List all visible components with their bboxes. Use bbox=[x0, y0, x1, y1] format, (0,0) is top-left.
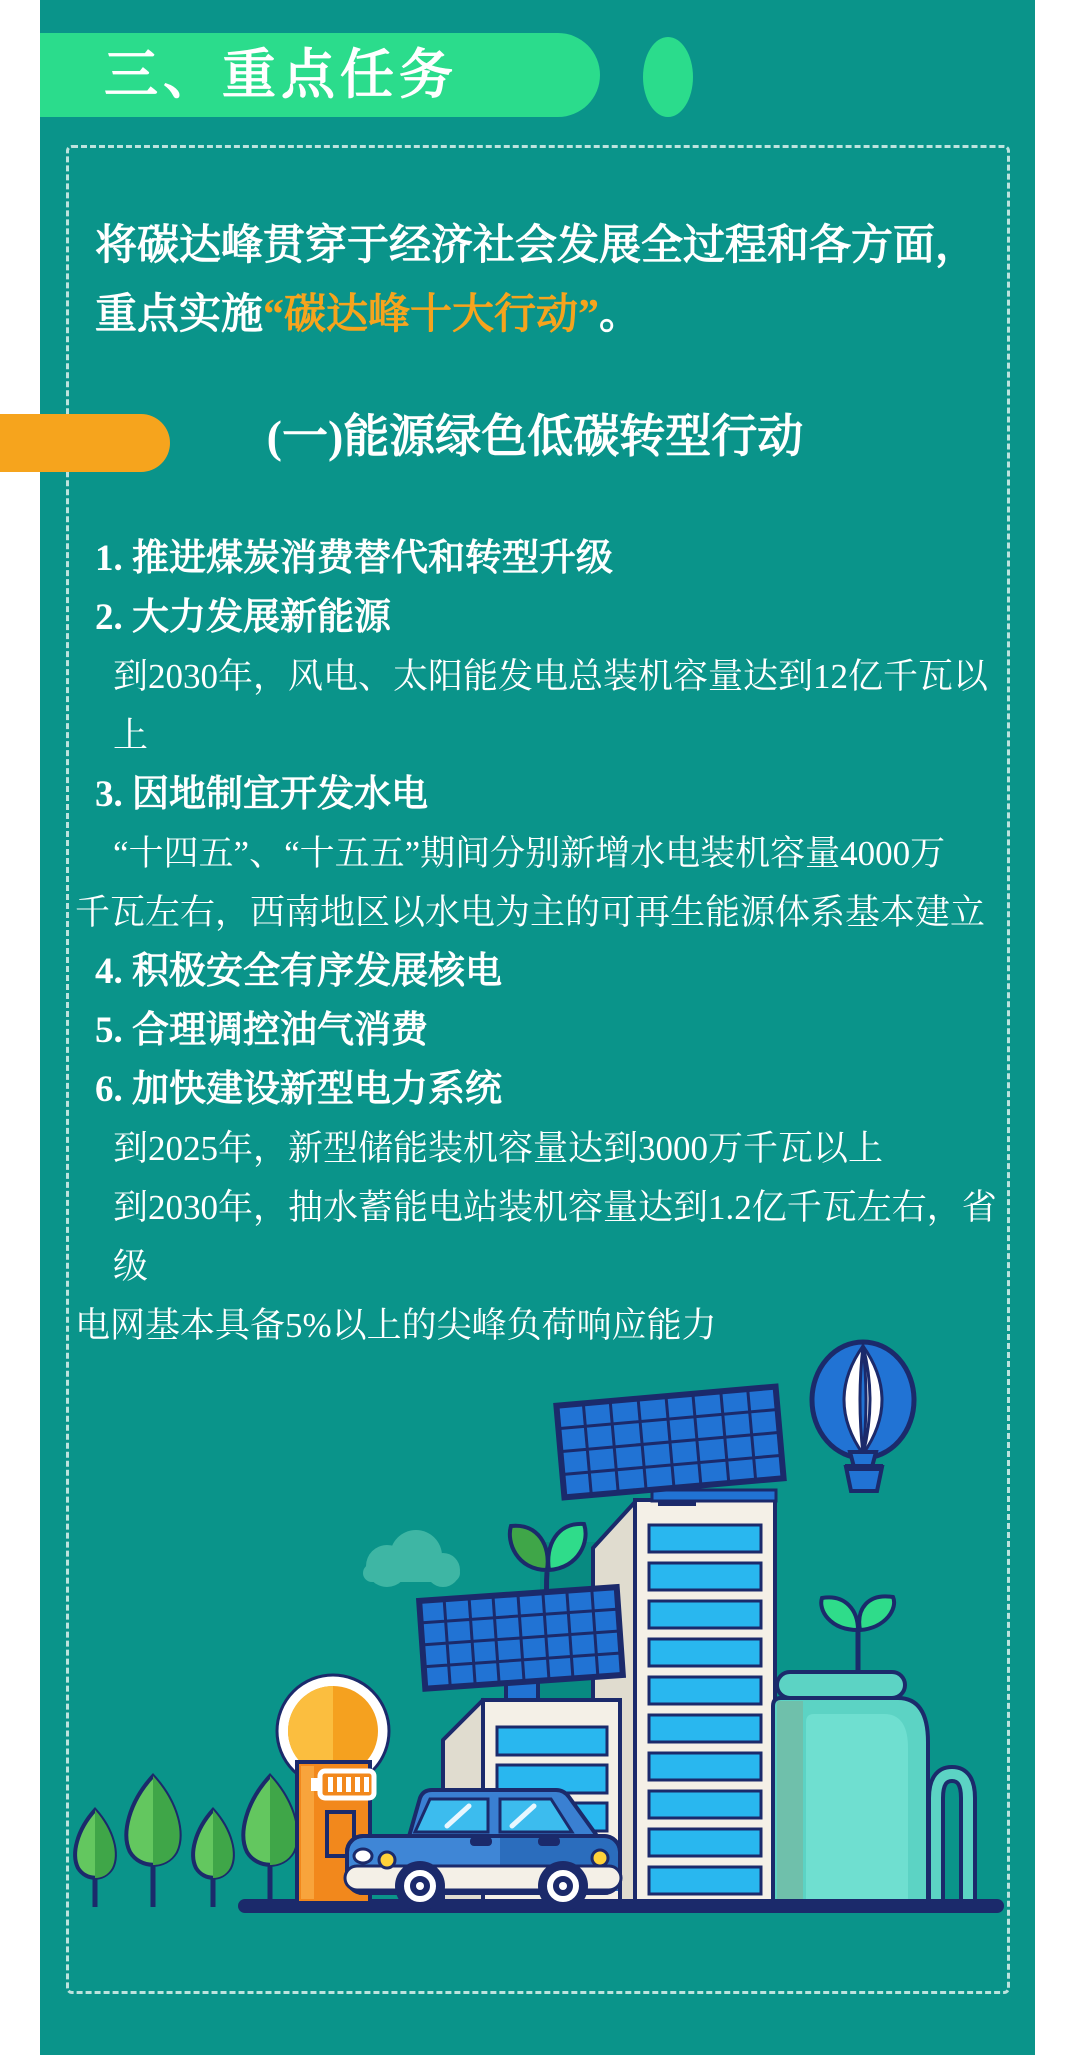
list-line: 1. 推进煤炭消费替代和转型升级 bbox=[95, 538, 613, 579]
list-line: 到2030年，抽水蓄能电站装机容量达到1.2亿千瓦左右，省级 bbox=[113, 1188, 997, 1286]
intro-line-1: 将碳达峰贯穿于经济社会发展全过程和各方面， bbox=[95, 223, 978, 269]
highlight-text: “碳达峰十大行动” bbox=[263, 292, 600, 338]
intro-line-2: 重点实施“碳达峰十大行动”。 bbox=[95, 292, 642, 338]
list-line: 千瓦左右，西南地区以水电为主的可再生能源体系基本建立 bbox=[75, 893, 986, 932]
list-line: 5. 合理调控油气消费 bbox=[95, 1010, 428, 1051]
tree-icon bbox=[126, 1776, 179, 1907]
action-title: (一)能源绿色低碳转型行动 bbox=[266, 411, 804, 462]
list-line: “十四五”、“十五五”期间分别新增水电装机容量4000万 bbox=[113, 834, 946, 873]
solar-panel-icon bbox=[556, 1387, 783, 1504]
list-line: 电网基本具备5%以上的尖峰负荷响应能力 bbox=[75, 1306, 717, 1345]
list-line: 到2025年，新型储能装机容量达到3000万千瓦以上 bbox=[113, 1129, 884, 1168]
list-line: 2. 大力发展新能源 bbox=[95, 597, 391, 638]
list-line: 6. 加快建设新型电力系统 bbox=[95, 1069, 502, 1110]
intro-paragraph bbox=[95, 212, 985, 350]
list-line: 到2030年，风电、太阳能发电总装机容量达到12亿千瓦以上 bbox=[113, 657, 989, 755]
cloud-icon bbox=[363, 1530, 460, 1587]
tree-icon bbox=[75, 1810, 115, 1907]
task-list bbox=[75, 529, 1005, 1355]
battery-icon bbox=[311, 1771, 374, 1798]
list-line: 3. 因地制宜开发水电 bbox=[95, 774, 428, 815]
section-header-banner bbox=[40, 33, 600, 117]
hot-air-balloon-icon bbox=[812, 1342, 914, 1491]
sprout-plant-icon bbox=[821, 1596, 894, 1680]
tree-icon bbox=[193, 1810, 233, 1907]
header-dot-decoration bbox=[643, 37, 693, 117]
section-header-title: 三、重点任务 bbox=[104, 45, 458, 105]
car-wheel bbox=[538, 1861, 588, 1911]
tree-icon bbox=[243, 1776, 296, 1907]
storage-tank-icon bbox=[773, 1596, 968, 1905]
green-city-illustration bbox=[40, 1290, 1035, 1990]
list-line: 4. 积极安全有序发展核电 bbox=[95, 951, 502, 992]
car-wheel bbox=[395, 1861, 445, 1911]
